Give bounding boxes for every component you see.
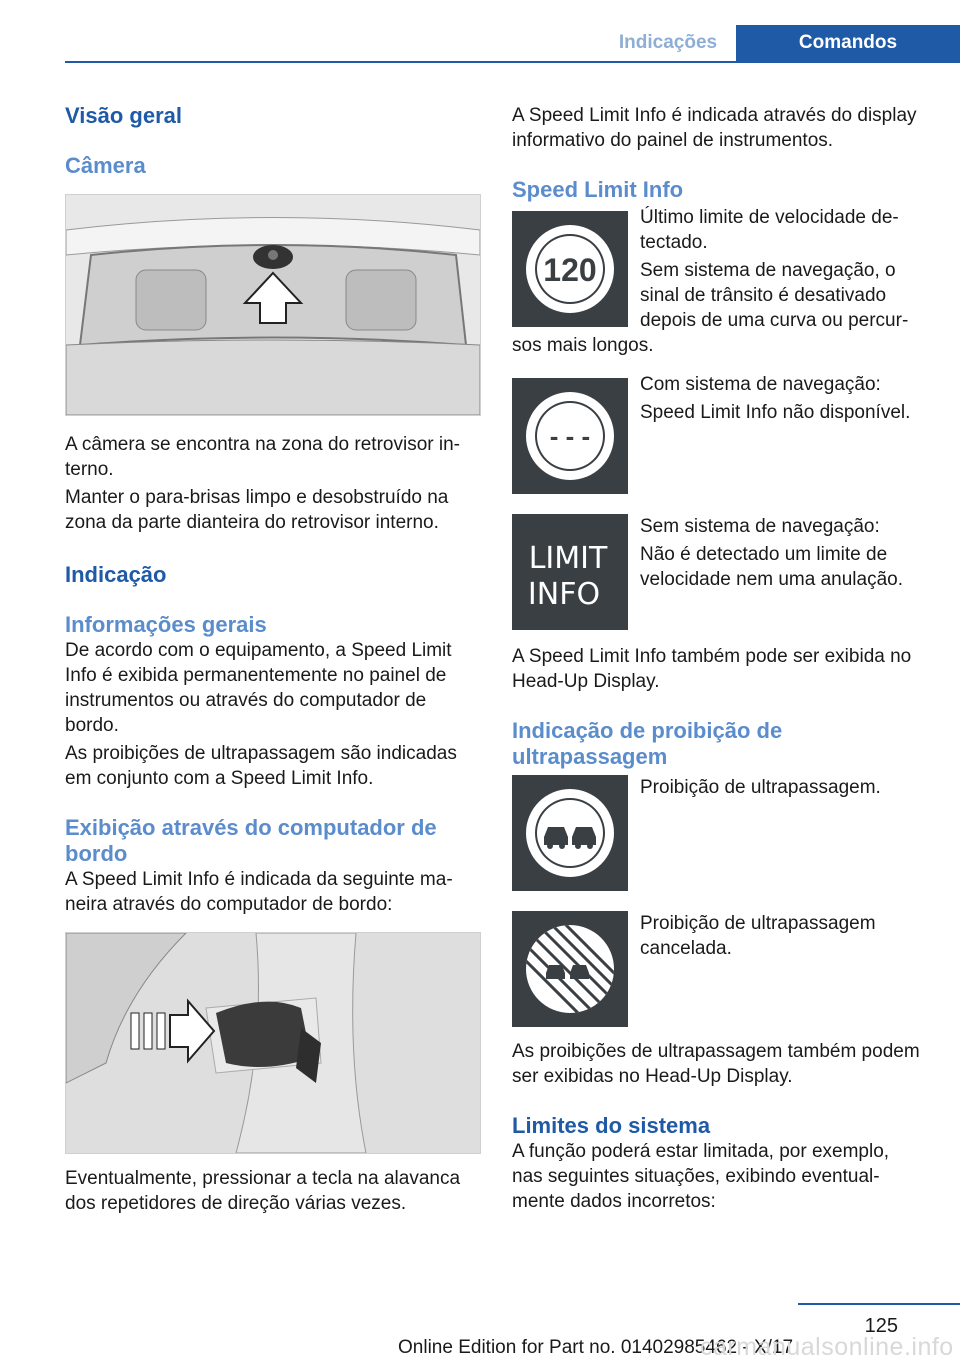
sign-dashes-paragraph-1: Com sistema de navegação: — [640, 374, 881, 395]
left-column — [65, 95, 481, 1216]
proibicao-hud-paragraph: As proibições de ultrapassagem também podem ser exibidas no Head-Up Display. — [512, 1041, 920, 1087]
speed-limit-unavailable-sign — [512, 378, 628, 494]
lever-figure — [65, 932, 481, 1154]
intro-paragraph: A Speed Limit Info é indicada através do display informativo do painel de instrumentos. — [512, 105, 917, 151]
heading-camera: Câmera — [65, 153, 146, 178]
tab-comandos[interactable]: Comandos — [736, 25, 960, 61]
info-paragraph-2: As proibições de ultrapassagem são indicadas em conjunto com a Speed Limit Info. — [65, 743, 457, 789]
sign-120-paragraph-2: Sem sistema de navegação, o sinal de trânsito é desativado depois de uma curva ou percursos mais longos. — [512, 260, 909, 356]
turn-signal-lever-image — [66, 933, 480, 1153]
camera-paragraph-1: A câmera se encontra na zona do retrovisor interno. — [65, 434, 460, 480]
exibicao-paragraph-2: Eventualmente, pressionar a tecla na alavanca dos repetidores de direção várias vezes. — [65, 1168, 461, 1214]
exibicao-paragraph-1: A Speed Limit Info é indicada da seguinte maneira através do computador de bordo: — [65, 869, 453, 915]
sign-120-text: 120 — [543, 252, 597, 288]
camera-paragraph-2: Manter o para-brisas limpo e desobstruído na zona da parte dianteira do retrovisor interno. — [65, 487, 449, 533]
windshield-camera-image — [66, 195, 480, 415]
hud-paragraph: A Speed Limit Info também pode ser exibida no Head-Up Display. — [512, 646, 912, 692]
heading-speed-limit-info: Speed Limit Info — [512, 177, 684, 202]
limites-paragraph: A função poderá estar limitada, por exemplo, nas seguintes situações, exibindo eventualmente dados incorretos: — [512, 1141, 890, 1212]
heading-informacoes-gerais: Informações gerais — [65, 612, 267, 637]
sign-120-paragraph-1: Último limite de velocidade detectado. — [640, 207, 899, 253]
edition-note: Online Edition for Part no. 01402985462 - X/17 — [398, 1337, 794, 1358]
speed-limit-120-sign — [512, 211, 628, 327]
heading-proibicao: Indicação de proibição de ultrapassagem — [512, 718, 783, 769]
no-overtaking-sign — [512, 775, 628, 891]
sign-block-no-overtaking-cancelled — [512, 911, 924, 1027]
sign-limit-info-paragraph-1: Sem sistema de navegação: — [640, 516, 880, 537]
page-number: 125 — [864, 1315, 898, 1337]
heading-indicacao: Indicação — [65, 562, 167, 587]
sign-dashes-paragraph-2: Speed Limit Info não disponível. — [640, 402, 911, 423]
limit-info-sign — [512, 514, 628, 630]
watermark: carmanualsonline.info — [700, 1333, 954, 1361]
sign-info-text: INFO — [527, 577, 601, 612]
no-overtaking-cancelled-sign — [512, 911, 628, 1027]
sign-limit-text: LIMIT — [528, 541, 608, 576]
header-rule — [65, 61, 960, 63]
sign-block-no-overtaking — [512, 775, 924, 891]
sign-block-dashes — [512, 372, 924, 494]
footer-rule — [798, 1303, 960, 1305]
heading-limites: Limites do sistema — [512, 1113, 711, 1138]
info-paragraph-1: De acordo com o equipamento, a Speed Limit Info é exibida permanentemente no painel de instrumentos ou através do computador de bordo. — [65, 640, 452, 736]
right-column — [512, 95, 924, 1214]
sign-block-limit-info — [512, 514, 924, 630]
camera-figure — [65, 194, 481, 416]
tab-indicacoes[interactable]: Indicações — [600, 25, 736, 61]
sign-block-120 — [512, 205, 924, 358]
heading-exibicao: Exibição através do computador de bordo — [65, 815, 437, 866]
no-overtaking-cancelled-paragraph: Proibição de ultrapassagem cancelada. — [640, 913, 876, 959]
sign-limit-info-paragraph-2: Não é detectado um limite de velocidade nem uma anulação. — [640, 544, 904, 590]
no-overtaking-paragraph: Proibição de ultrapassagem. — [640, 777, 881, 798]
sign-dashes-text: - - - — [549, 421, 591, 451]
heading-visao-geral: Visão geral — [65, 103, 182, 128]
